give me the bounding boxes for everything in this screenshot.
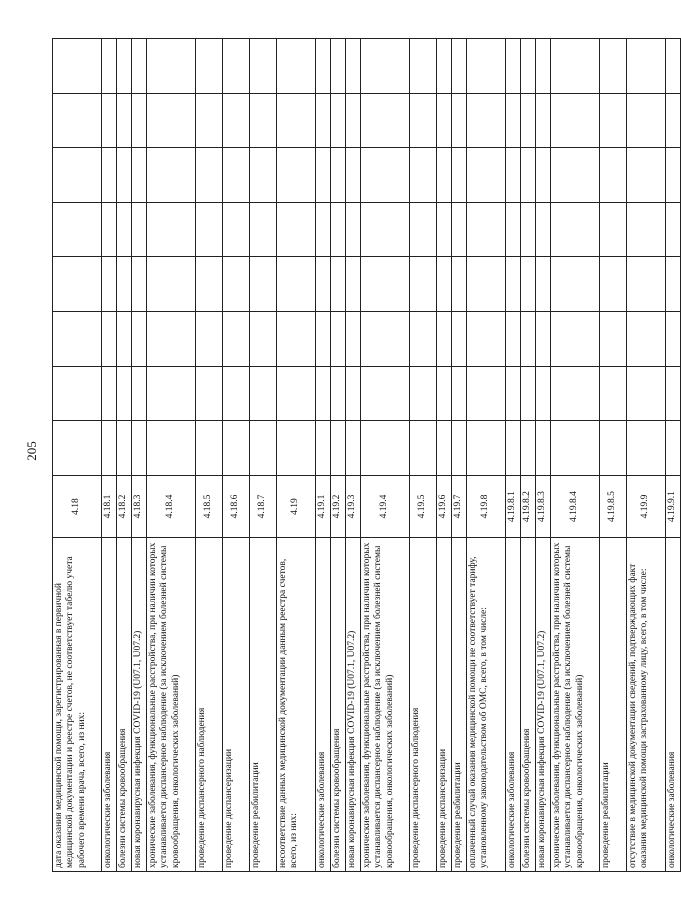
table-row <box>627 39 666 872</box>
empty-cell <box>223 39 250 94</box>
empty-cell <box>53 202 102 257</box>
empty-cell <box>102 312 117 367</box>
row-code: 4.19.8.5 <box>600 476 627 538</box>
empty-cell <box>521 93 536 148</box>
row-description: проведение диспансерного наблюдения <box>410 538 437 872</box>
empty-cell <box>331 148 346 203</box>
empty-cell <box>410 39 437 94</box>
empty-cell <box>117 148 132 203</box>
empty-cell <box>410 93 437 148</box>
report-table <box>52 38 681 872</box>
empty-cell <box>551 312 600 367</box>
table-row <box>250 39 277 872</box>
empty-cell <box>277 257 316 312</box>
empty-cell <box>223 93 250 148</box>
empty-cell <box>666 93 681 148</box>
empty-cell <box>53 39 102 94</box>
row-description: отсутствие в медицинской документации сведений, подтверждающих факт оказания медицинской помощи застрахованному лицу, всего, в том числе: <box>627 538 666 872</box>
row-description: онкологические заболевания <box>316 538 331 872</box>
row-description: проведение диспансеризации <box>437 538 452 872</box>
empty-cell <box>551 366 600 421</box>
row-code: 4.19.7 <box>452 476 467 538</box>
row-description: проведение реабилитации <box>600 538 627 872</box>
empty-cell <box>196 93 223 148</box>
empty-cell <box>410 421 437 476</box>
row-description: оплаченный случай оказания медицинской помощи не соответствует тарифу, установленному законодательством об ОМС, всего, в том числе: <box>467 538 506 872</box>
empty-cell <box>102 421 117 476</box>
empty-cell <box>506 93 521 148</box>
row-code: 4.18.7 <box>250 476 277 538</box>
empty-cell <box>331 202 346 257</box>
empty-cell <box>452 421 467 476</box>
empty-cell <box>223 421 250 476</box>
empty-cell <box>361 421 410 476</box>
table-row <box>102 39 117 872</box>
table-row <box>117 39 132 872</box>
empty-cell <box>196 148 223 203</box>
empty-cell <box>467 366 506 421</box>
empty-cell <box>316 312 331 367</box>
empty-cell <box>53 148 102 203</box>
empty-cell <box>361 202 410 257</box>
empty-cell <box>600 39 627 94</box>
empty-cell <box>223 312 250 367</box>
row-description: онкологические заболевания <box>666 538 681 872</box>
row-description: новая коронавирусная инфекция COVID-19 (U07.1, U07.2) <box>346 538 361 872</box>
empty-cell <box>117 366 132 421</box>
empty-cell <box>452 148 467 203</box>
empty-cell <box>132 421 147 476</box>
empty-cell <box>250 312 277 367</box>
empty-cell <box>361 93 410 148</box>
empty-cell <box>551 93 600 148</box>
row-code: 4.19.1 <box>316 476 331 538</box>
empty-cell <box>536 257 551 312</box>
table-row <box>316 39 331 872</box>
empty-cell <box>627 93 666 148</box>
empty-cell <box>316 93 331 148</box>
empty-cell <box>410 202 437 257</box>
empty-cell <box>467 312 506 367</box>
empty-cell <box>147 421 196 476</box>
empty-cell <box>467 39 506 94</box>
empty-cell <box>467 257 506 312</box>
empty-cell <box>223 148 250 203</box>
empty-cell <box>521 421 536 476</box>
row-code: 4.19.4 <box>361 476 410 538</box>
empty-cell <box>551 257 600 312</box>
empty-cell <box>132 312 147 367</box>
row-description: болезни системы кровообращения <box>117 538 132 872</box>
empty-cell <box>316 39 331 94</box>
empty-cell <box>437 202 452 257</box>
empty-cell <box>250 257 277 312</box>
row-code: 4.19.8.4 <box>551 476 600 538</box>
empty-cell <box>361 312 410 367</box>
table-row <box>551 39 600 872</box>
empty-cell <box>437 257 452 312</box>
empty-cell <box>666 39 681 94</box>
empty-cell <box>102 39 117 94</box>
row-description: проведение реабилитации <box>250 538 277 872</box>
empty-cell <box>506 39 521 94</box>
empty-cell <box>361 148 410 203</box>
empty-cell <box>600 93 627 148</box>
table-row <box>196 39 223 872</box>
empty-cell <box>410 312 437 367</box>
empty-cell <box>346 312 361 367</box>
empty-cell <box>666 148 681 203</box>
empty-cell <box>223 257 250 312</box>
empty-cell <box>117 257 132 312</box>
empty-cell <box>277 312 316 367</box>
row-code: 4.19.5 <box>410 476 437 538</box>
table-row <box>132 39 147 872</box>
empty-cell <box>250 93 277 148</box>
empty-cell <box>147 366 196 421</box>
empty-cell <box>536 312 551 367</box>
empty-cell <box>102 148 117 203</box>
empty-cell <box>452 366 467 421</box>
row-code: 4.19.8 <box>467 476 506 538</box>
table-row <box>600 39 627 872</box>
empty-cell <box>53 421 102 476</box>
row-description: болезни системы кровообращения <box>331 538 346 872</box>
empty-cell <box>600 257 627 312</box>
row-description: болезни системы кровообращения <box>521 538 536 872</box>
report-table-body <box>53 39 681 872</box>
empty-cell <box>666 202 681 257</box>
empty-cell <box>506 202 521 257</box>
empty-cell <box>521 312 536 367</box>
empty-cell <box>452 312 467 367</box>
empty-cell <box>117 421 132 476</box>
row-description: проведение диспансеризации <box>223 538 250 872</box>
empty-cell <box>551 202 600 257</box>
empty-cell <box>102 257 117 312</box>
row-description: проведение диспансерного наблюдения <box>196 538 223 872</box>
empty-cell <box>196 312 223 367</box>
empty-cell <box>117 93 132 148</box>
empty-cell <box>346 421 361 476</box>
row-description: дата оказания медицинской помощи, зарегистрированная в первичной медицинской документации и реестре счетов, не соответствует табелю учета рабочего времени врача, всего, из них: <box>53 538 102 872</box>
row-description: хронические заболевания, функциональные расстройства, при наличии которых устанавливается диспансерное наблюдение (за исключением болезней системы кровообращения, онкологических заболеваний) <box>361 538 410 872</box>
empty-cell <box>627 421 666 476</box>
row-code: 4.18.4 <box>147 476 196 538</box>
empty-cell <box>551 39 600 94</box>
empty-cell <box>452 257 467 312</box>
empty-cell <box>132 93 147 148</box>
row-description: онкологические заболевания <box>506 538 521 872</box>
row-code: 4.19.8.3 <box>536 476 551 538</box>
empty-cell <box>196 257 223 312</box>
empty-cell <box>147 148 196 203</box>
row-code: 4.19.8.2 <box>521 476 536 538</box>
empty-cell <box>437 312 452 367</box>
table-row <box>410 39 437 872</box>
empty-cell <box>536 93 551 148</box>
table-row <box>223 39 250 872</box>
row-code: 4.19 <box>277 476 316 538</box>
table-row <box>506 39 521 872</box>
row-description: новая коронавирусная инфекция COVID-19 (U07.1, U07.2) <box>536 538 551 872</box>
table-row <box>361 39 410 872</box>
row-description: хронические заболевания, функциональные расстройства, при наличии которых устанавливается диспансерное наблюдение (за исключением болезней системы кровообращения, онкологических заболеваний) <box>551 538 600 872</box>
empty-cell <box>521 257 536 312</box>
empty-cell <box>196 366 223 421</box>
empty-cell <box>551 421 600 476</box>
empty-cell <box>666 421 681 476</box>
empty-cell <box>196 421 223 476</box>
empty-cell <box>437 366 452 421</box>
empty-cell <box>551 148 600 203</box>
table-row <box>452 39 467 872</box>
empty-cell <box>277 421 316 476</box>
empty-cell <box>506 312 521 367</box>
empty-cell <box>331 312 346 367</box>
empty-cell <box>627 148 666 203</box>
empty-cell <box>536 421 551 476</box>
empty-cell <box>147 257 196 312</box>
empty-cell <box>223 366 250 421</box>
empty-cell <box>331 93 346 148</box>
empty-cell <box>223 202 250 257</box>
table-row <box>53 39 102 872</box>
empty-cell <box>506 257 521 312</box>
empty-cell <box>627 202 666 257</box>
empty-cell <box>410 366 437 421</box>
empty-cell <box>600 366 627 421</box>
empty-cell <box>627 257 666 312</box>
empty-cell <box>437 148 452 203</box>
row-code: 4.18.3 <box>132 476 147 538</box>
empty-cell <box>361 257 410 312</box>
table-row <box>277 39 316 872</box>
empty-cell <box>346 366 361 421</box>
empty-cell <box>536 366 551 421</box>
empty-cell <box>346 39 361 94</box>
table-row <box>346 39 361 872</box>
empty-cell <box>506 366 521 421</box>
empty-cell <box>53 257 102 312</box>
empty-cell <box>53 93 102 148</box>
row-description: несоответствие данных медицинской документации данным реестра счетов, всего, из них: <box>277 538 316 872</box>
empty-cell <box>536 39 551 94</box>
empty-cell <box>452 93 467 148</box>
empty-cell <box>521 39 536 94</box>
empty-cell <box>506 421 521 476</box>
row-description: хронические заболевания, функциональные расстройства, при наличии которых устанавливается диспансерное наблюдение (за исключением болезней системы кровообращения, онкологических заболеваний) <box>147 538 196 872</box>
empty-cell <box>147 93 196 148</box>
empty-cell <box>627 39 666 94</box>
empty-cell <box>132 202 147 257</box>
empty-cell <box>147 312 196 367</box>
row-description: онкологические заболевания <box>102 538 117 872</box>
empty-cell <box>250 39 277 94</box>
empty-cell <box>506 148 521 203</box>
report-table-container <box>52 38 678 872</box>
empty-cell <box>196 39 223 94</box>
empty-cell <box>132 257 147 312</box>
table-row <box>147 39 196 872</box>
empty-cell <box>536 202 551 257</box>
empty-cell <box>316 202 331 257</box>
row-description: новая коронавирусная инфекция COVID-19 (U07.1, U07.2) <box>132 538 147 872</box>
empty-cell <box>250 366 277 421</box>
row-code: 4.19.9 <box>627 476 666 538</box>
empty-cell <box>53 312 102 367</box>
empty-cell <box>627 312 666 367</box>
row-code: 4.18 <box>53 476 102 538</box>
row-code: 4.18.1 <box>102 476 117 538</box>
empty-cell <box>346 148 361 203</box>
row-code: 4.19.9.1 <box>666 476 681 538</box>
empty-cell <box>132 366 147 421</box>
empty-cell <box>53 366 102 421</box>
empty-cell <box>277 202 316 257</box>
empty-cell <box>147 39 196 94</box>
empty-cell <box>331 257 346 312</box>
empty-cell <box>467 421 506 476</box>
empty-cell <box>521 148 536 203</box>
page-number: 205 <box>24 441 39 461</box>
table-row <box>467 39 506 872</box>
empty-cell <box>346 93 361 148</box>
empty-cell <box>467 202 506 257</box>
empty-cell <box>277 39 316 94</box>
empty-cell <box>437 421 452 476</box>
empty-cell <box>102 366 117 421</box>
table-row <box>536 39 551 872</box>
table-row <box>521 39 536 872</box>
empty-cell <box>250 202 277 257</box>
table-row <box>437 39 452 872</box>
empty-cell <box>316 148 331 203</box>
row-code: 4.19.6 <box>437 476 452 538</box>
empty-cell <box>277 93 316 148</box>
empty-cell <box>361 366 410 421</box>
empty-cell <box>600 148 627 203</box>
row-code: 4.19.3 <box>346 476 361 538</box>
table-row <box>666 39 681 872</box>
empty-cell <box>250 148 277 203</box>
empty-cell <box>361 39 410 94</box>
empty-cell <box>521 366 536 421</box>
empty-cell <box>250 421 277 476</box>
empty-cell <box>277 148 316 203</box>
empty-cell <box>196 202 223 257</box>
empty-cell <box>467 93 506 148</box>
empty-cell <box>102 93 117 148</box>
row-code: 4.19.8.1 <box>506 476 521 538</box>
table-row <box>331 39 346 872</box>
empty-cell <box>316 257 331 312</box>
empty-cell <box>331 39 346 94</box>
empty-cell <box>331 421 346 476</box>
empty-cell <box>627 366 666 421</box>
empty-cell <box>600 202 627 257</box>
empty-cell <box>467 148 506 203</box>
empty-cell <box>666 366 681 421</box>
empty-cell <box>331 366 346 421</box>
empty-cell <box>437 39 452 94</box>
empty-cell <box>437 93 452 148</box>
empty-cell <box>536 148 551 203</box>
empty-cell <box>316 421 331 476</box>
empty-cell <box>117 202 132 257</box>
empty-cell <box>410 148 437 203</box>
empty-cell <box>452 202 467 257</box>
empty-cell <box>600 312 627 367</box>
empty-cell <box>117 312 132 367</box>
empty-cell <box>316 366 331 421</box>
empty-cell <box>600 421 627 476</box>
row-code: 4.19.2 <box>331 476 346 538</box>
empty-cell <box>666 257 681 312</box>
empty-cell <box>346 257 361 312</box>
row-description: проведение реабилитации <box>452 538 467 872</box>
empty-cell <box>666 312 681 367</box>
empty-cell <box>102 202 117 257</box>
row-code: 4.18.2 <box>117 476 132 538</box>
row-code: 4.18.5 <box>196 476 223 538</box>
empty-cell <box>521 202 536 257</box>
empty-cell <box>277 366 316 421</box>
empty-cell <box>346 202 361 257</box>
empty-cell <box>147 202 196 257</box>
empty-cell <box>117 39 132 94</box>
row-code: 4.18.6 <box>223 476 250 538</box>
empty-cell <box>132 39 147 94</box>
empty-cell <box>132 148 147 203</box>
empty-cell <box>410 257 437 312</box>
empty-cell <box>452 39 467 94</box>
